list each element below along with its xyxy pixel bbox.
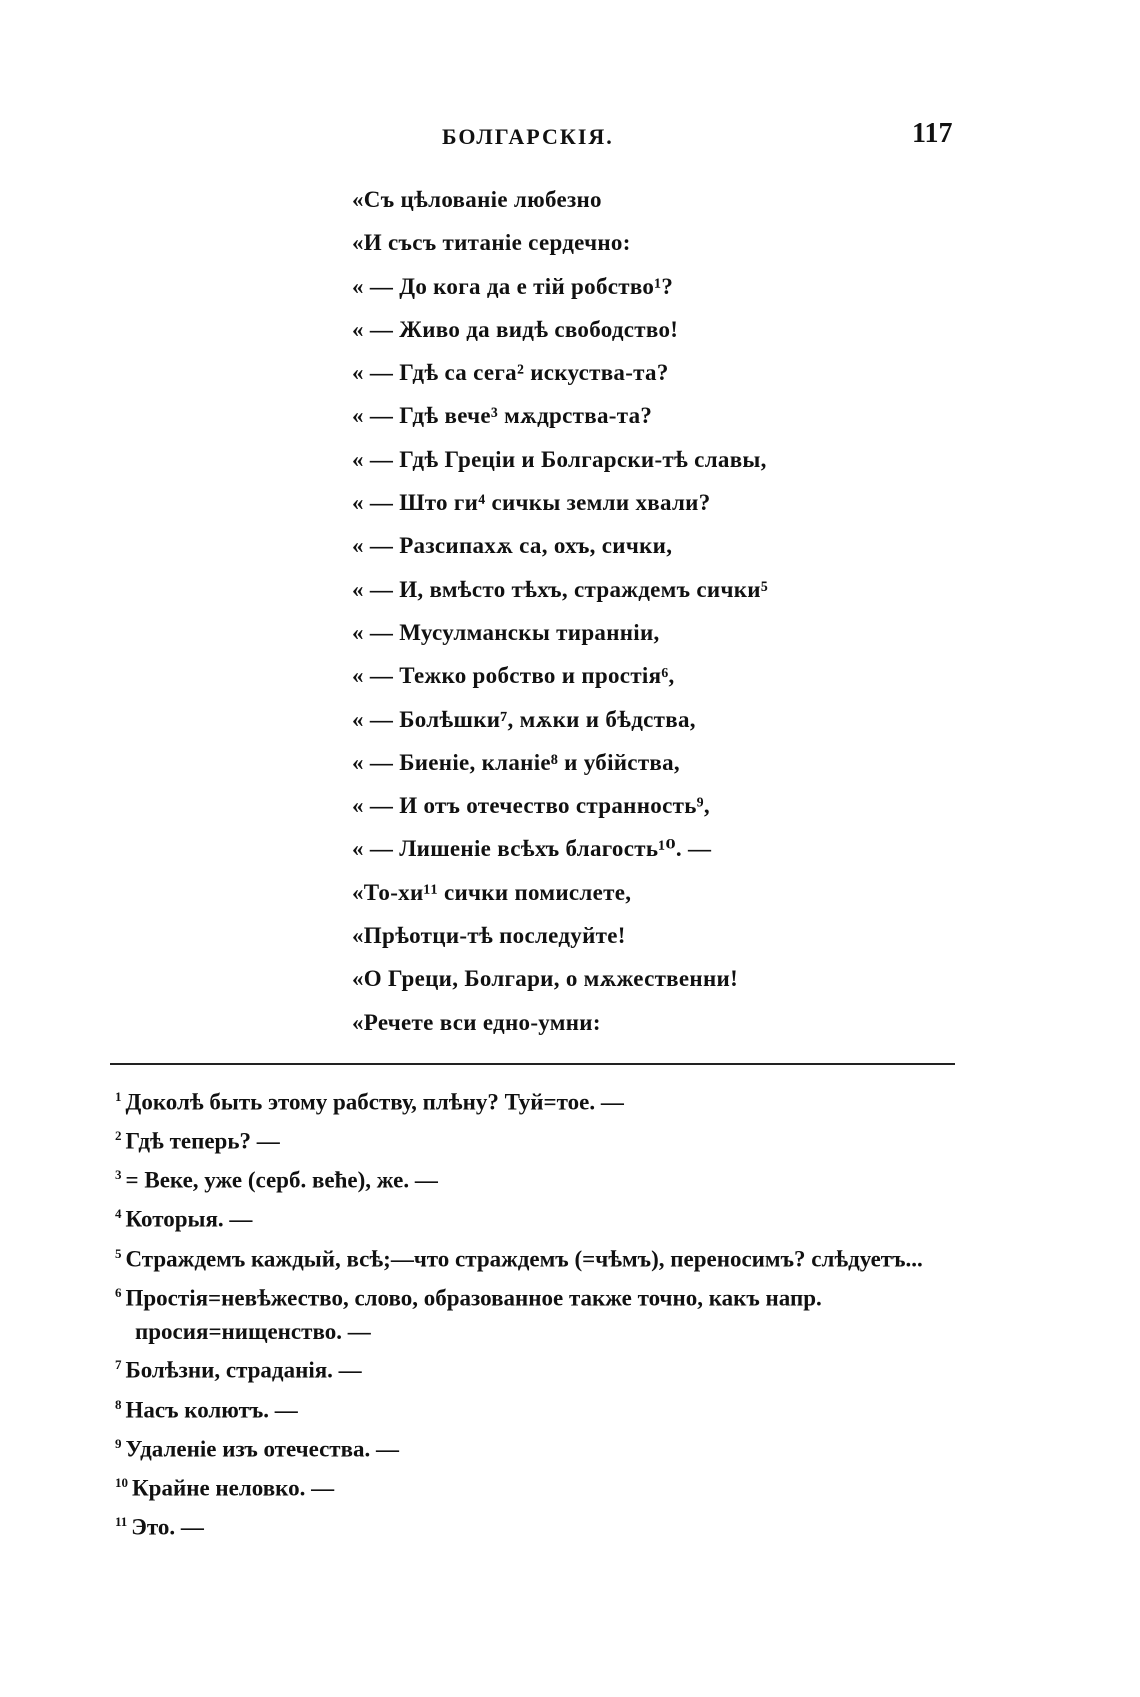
footnote-mark: 4: [115, 1206, 122, 1222]
footnote-text: Насъ колютъ. —: [125, 1397, 298, 1423]
footnote-mark: 3: [115, 1167, 122, 1183]
footnote-mark: 9: [115, 1435, 122, 1451]
footnote-text: Страждемъ каждый, всѣ;—что страждемъ (=чѣмъ), переносимъ? слѣдуетъ...: [125, 1246, 923, 1272]
verse-line: « — Гдѣ Греціи и Болгарски-тѣ славы,: [352, 446, 767, 472]
verse-line: « — Лишеніе всѣхъ благость¹⁰. —: [352, 836, 712, 862]
footnote-mark: 10: [115, 1474, 128, 1490]
verse-line: « — И, вмѣсто тѣхъ, страждемъ сички⁵: [352, 576, 769, 602]
verse-line: « — Тежко робство и простія⁶,: [352, 663, 675, 689]
footnote-text: Простія=невѣжество, слово, образованное также точно, какъ напр. просия=нищенство. —: [125, 1285, 822, 1344]
verse-line: « — До кога да е тій робство¹?: [352, 273, 674, 299]
verse-line: «Съ цѣлованіе любезно: [352, 187, 602, 212]
footnote-mark: 6: [115, 1284, 122, 1300]
footnote: [115, 1158, 965, 1197]
footnote-mark: 7: [115, 1357, 122, 1373]
footnote: [115, 1388, 965, 1427]
footnote-text: Болѣзни, страданія. —: [125, 1358, 362, 1384]
footnote: [115, 1427, 965, 1466]
footnote-mark: 1: [115, 1089, 122, 1104]
footnote-mark: 2: [115, 1128, 122, 1144]
verse-line: « — Биеніе, кланіе⁸ и убійства,: [352, 749, 680, 775]
verse-line: « — Болѣшки⁷, мѫки и бѣдства,: [352, 706, 696, 732]
footnote-mark: 11: [115, 1514, 128, 1530]
verse-line: « — Мусулманскы тиранніи,: [352, 619, 660, 645]
verse-line: «И съсъ титаніе сердечно:: [352, 230, 631, 256]
footnote-mark: 8: [115, 1396, 122, 1412]
verse-line: « — Што ги⁴ сичкы земли хвали?: [352, 490, 711, 516]
verse-line: « — И отъ отечество странность⁹,: [352, 793, 710, 819]
verse-block: [352, 178, 768, 1044]
footnote: [115, 1276, 965, 1349]
footnotes: [115, 1080, 965, 1544]
footnote-text: Гдѣ теперь? —: [125, 1128, 280, 1154]
running-title: БОЛГАРСКІЯ.: [442, 124, 614, 149]
verse-line: « — Гдѣ са сега² искуства-та?: [352, 360, 669, 386]
verse-line: «Прѣотци-тѣ последуйте!: [352, 923, 626, 949]
footnote-text: Доколѣ быть этому рабству, плѣну? Туй=тое. —: [125, 1089, 624, 1115]
verse-line: «Речете вси едно-умни:: [352, 1009, 601, 1035]
verse-line: « — Гдѣ вече³ мѫдрства-та?: [352, 403, 653, 429]
verse-line: «О Греци, Болгари, о мѫжественни!: [352, 966, 739, 992]
footnote-text: Удаленіе изъ отечества. —: [125, 1436, 399, 1462]
footnote: [115, 1080, 965, 1119]
footnote: [115, 1505, 965, 1544]
footnote-text: Это. —: [131, 1514, 204, 1540]
footnote: [115, 1348, 965, 1387]
page-number: 117: [912, 118, 953, 149]
footnote-text: Которыя. —: [125, 1207, 253, 1233]
footnote: [115, 1237, 965, 1276]
footnote: [115, 1119, 965, 1158]
footnote: [115, 1466, 965, 1505]
footnote-divider: [110, 1063, 955, 1065]
footnote-text: Крайне неловко. —: [132, 1475, 335, 1501]
footnote-mark: 5: [115, 1245, 122, 1261]
verse-line: « — Живо да видѣ свободство!: [352, 316, 679, 342]
verse-line: « — Разсипахѫ са, охъ, сички,: [352, 533, 673, 559]
verse-line: «То-хи¹¹ сички помислете,: [352, 879, 632, 905]
footnote: [115, 1197, 965, 1236]
footnote-text: = Веке, уже (серб. веће), же. —: [125, 1167, 438, 1193]
